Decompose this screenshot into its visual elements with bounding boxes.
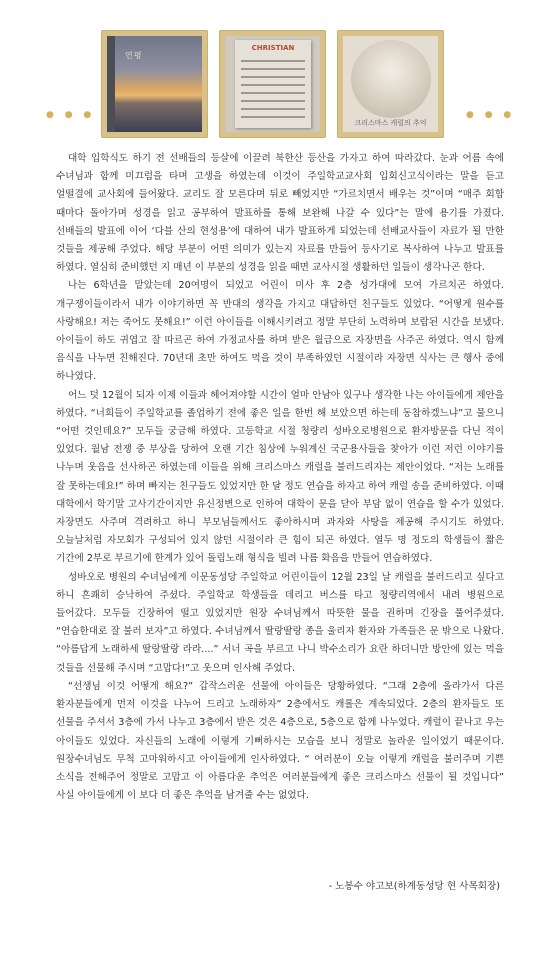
article-body [56, 150, 504, 805]
decorative-dots-left: ● ● ● [46, 110, 96, 120]
author-signature: - 노봉수 야고보(하계동성당 현 사목회장) [328, 881, 500, 892]
oval-photo-frame [351, 40, 431, 118]
paragraph-3: 어느 덧 12월이 되자 이제 이들과 헤어져야할 시간이 얼마 안남아 있구나 생각한 나는 아이들에게 제안을 하였다. “너희들이 주일학교를 졸업하기 전에 좋은 일을 한번 해 보았으면 하는데 동참하겠느냐”고 물으니 “어떤 것인데요?” 모두들 궁금해 하였다. 고등학교 시절 청량리 성바오로병원으로 환자방문을 다닌 적이 있었다. 월남 전쟁 중 부상을 당하여 오랜 기간 침상에 누워계신 국군용사들을 찾아가 이런 저런 이야기를 나누며 웃음을 선사하곤 하였는데 이들을 위해 크리스마스 캐럴을 불러드리자는 제안이었다. “저는 노래를 잘 못하는데요!” 하며 빠지는 친구들도 있었지만 한 달 정도 연습을 하자고 하여 캐럴 송을 준비하였다. 이때 대학에서 학기말 고사기간이지만 유신정변으로 인하여 대학이 문을 닫아 부담 없이 연습을 할 수가 있었다. 자장면도 사주며 격려하고 하니 부모님들께서도 좋아하시며 과자와 사탕을 제공해 주시기도 하였다. 오늘날처럼 자모회가 구성되어 있지 않던 시절이라 큰 힘이 되곤 하였다. 열두 명 정도의 학생들이 짧은 기간에 2부로 부르기에 한계가 있어 돌림노래 형식을 빌려 나름 화음을 만들어 연습하였다. [56, 389, 504, 565]
paragraph-4: 성바오로 병원의 수녀님에게 이문동성당 주일학교 어린이들이 12월 23일 날 캐럴을 불러드리고 싶다고 하니 흔쾌히 승낙하여 주셨다. 주일학교 학생들을 데리고 버스를 타고 청량리역에서 내려 병원으로 들어갔다. 모두들 긴장하여 떨고 있었지만 원장 수녀님께서 따뜻한 물을 권하며 긴장을 풀어주셨다. “연습한대로 잘 불러 보자”고 하였다. 수녀님께서 딸랑딸랑 종을 울리자 환자와 가족들은 문 밖으로 나왔다. “아름답게 노래하세 딸랑딸랑 라라....” 서너 곡을 부르고 나니 박수소리가 요란 하더니만 방안에 있는 먹을 것들을 선물해 주시며 “고맙다!”고 웃으며 인사해 주었다. [56, 571, 504, 674]
paragraph-2: 나는 6학년을 맡았는데 20여명이 되었고 어린이 미사 후 2층 성가대에 모여 가르치곤 하였다. 개구쟁이들이라서 내가 이야기하면 꼭 반대의 생각을 가지고 대답하던 친구들도 있었다. “어떻게 원수를 사랑해요! 저는 죽어도 못해요!” 이런 아이들을 이해시키려고 정말 부단히 노력하며 보람된 시간을 보냈다. 아이들이 하도 귀엽고 잘 따르곤 하여 가정교사를 하며 받은 월급으로 자장면을 사주곤 하였다. 역시 함께 음식을 나누면 친해진다. 70년대 초만 하여도 먹을 것이 부족하였던 시절이라 자장면 식사는 큰 행사 중에 하나였다. [56, 280, 504, 383]
book-spine [107, 36, 115, 132]
magazine-photo [219, 30, 326, 138]
book-title: 연평 [125, 51, 143, 60]
photo-strip [0, 30, 545, 140]
magazine-page [235, 40, 311, 128]
paragraph-5: “선생님 이것 어떻게 해요?” 갑작스러운 선물에 아이들은 당황하였다. “그래 2층에 올라가서 다른 환자분들에게 먼저 이것을 나누어 드리고 노래하자” 2층에서도 캐롤은 계속되었다. 2층의 환자들도 또 선물을 주셔서 3층에 가서 나누고 3층에서 받은 것은 4층으로, 5층으로 함께 나누었다. 캐럴이 끝나고 우는 아이들도 있었다. 자신들의 노래에 이렇게 기뻐하시는 모습을 보니 정말로 놀라운 일이었기 때문이다. 원장수녀님도 무척 고마워하시고 아이들에게 인사하였다. “ 여러분이 오늘 이렇게 캐럴을 불러주며 기쁜 소식을 전해주어 정말로 고맙고 이 아름다운 추억은 여러분들에게 좋은 크리스마스 선물이 될 것입니다” 사실 아이들에게 이 보다 더 좋은 추억을 남겨줄 수는 없었다. [56, 680, 504, 802]
decorative-dots-right: ● ● ● [466, 110, 516, 120]
photo-caption: 크리스마스 캐럴의 추억 [354, 119, 427, 127]
christmas-photo [337, 30, 444, 138]
book-cover-photo [101, 30, 208, 138]
magazine-title: CHRISTIAN [251, 44, 295, 52]
paragraph-1: 대학 입학식도 하기 전 선배들의 등살에 이끌려 북한산 등산을 가자고 하여 따라갔다. 눈과 어름 속에 수녀님과 함께 미끄럼을 타며 고생을 하였는데 이것이 주일학교교사회 입회신고식이라는 말을 듣고 얼떨결에 교사회에 들어왔다. 교리도 잘 모른다며 뒤로 빼었지만 “가르치면서 배우는 것”이며 “매주 회합 때마다 돌아가며 성경을 읽고 공부하여 발표하를 통해 보완해 나갈 수 있다”는 말에 용기를 가졌다. 선배들의 발표에 이어 ‘다블 산의 현성용’에 대하여 내가 발표하게 되었는데 선배교사들이 자료가 될 만한 것들을 제공해 주었다. 해당 부분이 어떤 의미가 있는지 자료를 만들어 등사기로 복사하여 나누고 발표를 하였다. 열심히 준비했던 지 매년 이 부분의 성경을 읽을 때면 교사시절 생활하던 일들이 생각나곤 한다. [56, 153, 504, 274]
